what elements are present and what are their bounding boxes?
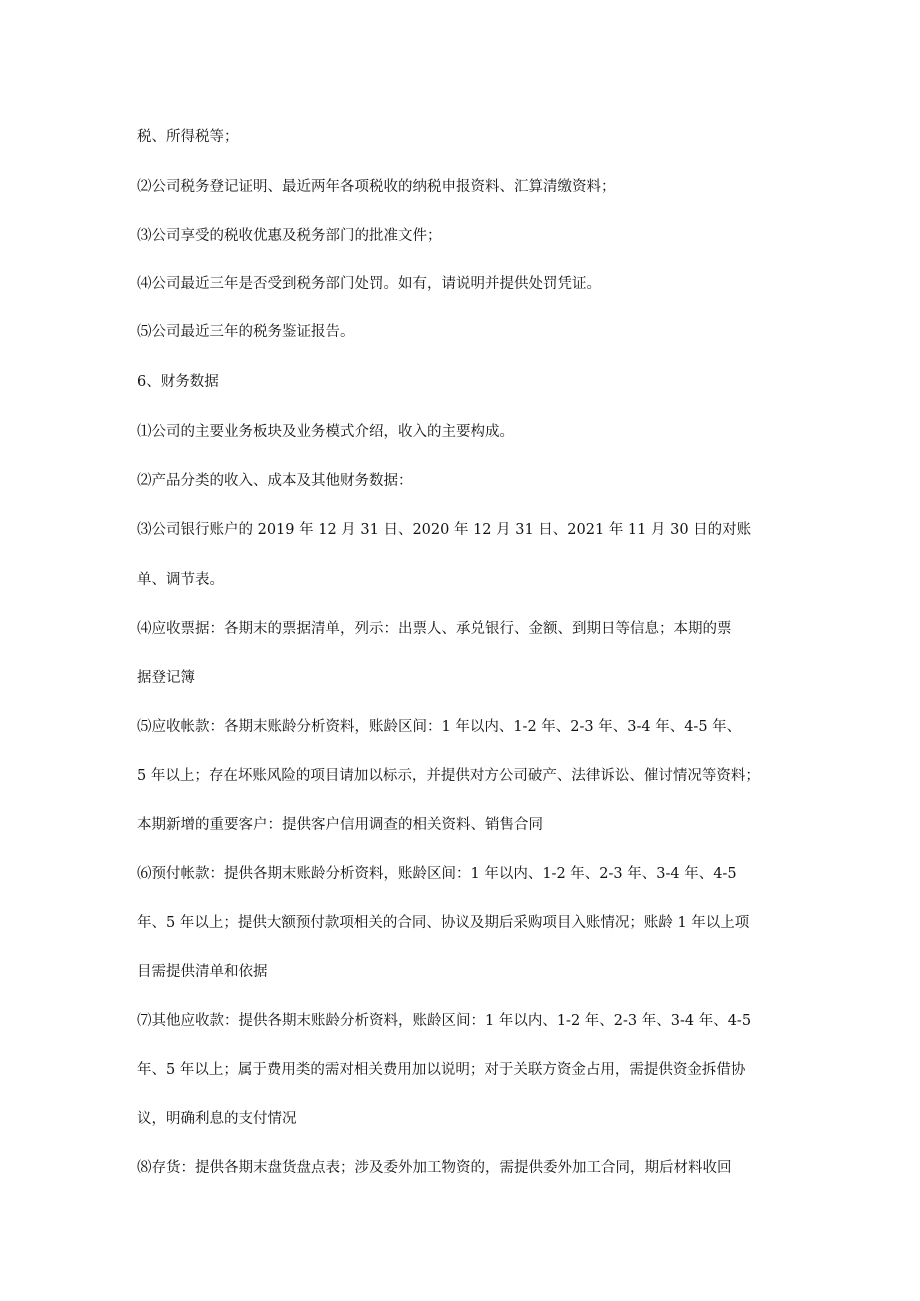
text-line-9: ⑶公司银行账户的 2019 年 12 月 31 日、2020 年 12 月 31 日、2021 年 11 月 30 日的对账: [137, 522, 752, 538]
text-line-22: ⑻存货：提供各期末盘货盘点表；涉及委外加工物资的，需提供委外加工合同，期后材料收回: [137, 1160, 732, 1176]
text-line-14: 5 年以上；存在坏账风险的项目请加以标示，并提供对方公司破产、法律诉讼、催讨情况等资料；: [137, 768, 760, 784]
text-line-20: 年、5 年以上；属于费用类的需对相关费用加以说明；对于关联方资金占用，需提供资金拆借协: [137, 1062, 746, 1078]
section-heading: 6、财务数据: [137, 374, 219, 390]
text-line-16: ⑹预付帐款：提供各期末账龄分析资料，账龄区间：1 年以内、1-2 年、2-3 年、3-4 年、4-5: [137, 866, 737, 882]
text-line-13: ⑸应收帐款：各期末账龄分析资料，账龄区间：1 年以内、1-2 年、2-3 年、3-4 年、4-5 年、: [137, 719, 742, 735]
text-line-15: 本期新增的重要客户：提供客户信用调查的相关资料、销售合同: [137, 817, 543, 833]
text-line-8: ⑵产品分类的收入、成本及其他财务数据：: [137, 473, 413, 489]
text-line-19: ⑺其他应收款：提供各期末账龄分析资料，账龄区间：1 年以内、1-2 年、2-3 年、3-4 年、4-5: [137, 1013, 752, 1029]
text-line-11: ⑷应收票据：各期末的票据清单，列示：出票人、承兑银行、金额、到期日等信息；本期的票: [137, 621, 732, 637]
text-line-21: 议，明确利息的支付情况: [137, 1111, 297, 1127]
text-line-17: 年、5 年以上；提供大额预付款项相关的合同、协议及期后采购项目入账情况；账龄 1 年以上项: [137, 915, 750, 931]
text-line-2: ⑵公司税务登记证明、最近两年各项税收的纳税申报资料、汇算清缴资料；: [137, 179, 616, 195]
text-line-5: ⑸公司最近三年的税务鉴证报告。: [137, 324, 355, 340]
text-line-3: ⑶公司享受的税收优惠及税务部门的批准文件；: [137, 228, 442, 244]
text-line-4: ⑷公司最近三年是否受到税务部门处罚。如有，请说明并提供处罚凭证。: [137, 276, 601, 292]
text-line-7: ⑴公司的主要业务板块及业务模式介绍，收入的主要构成。: [137, 424, 514, 440]
text-line-12: 据登记簿: [137, 670, 195, 686]
text-line-10: 单、调节表。: [137, 572, 224, 588]
text-line-1: 税、所得税等；: [137, 129, 239, 145]
text-line-18: 目需提供清单和依据: [137, 964, 268, 980]
